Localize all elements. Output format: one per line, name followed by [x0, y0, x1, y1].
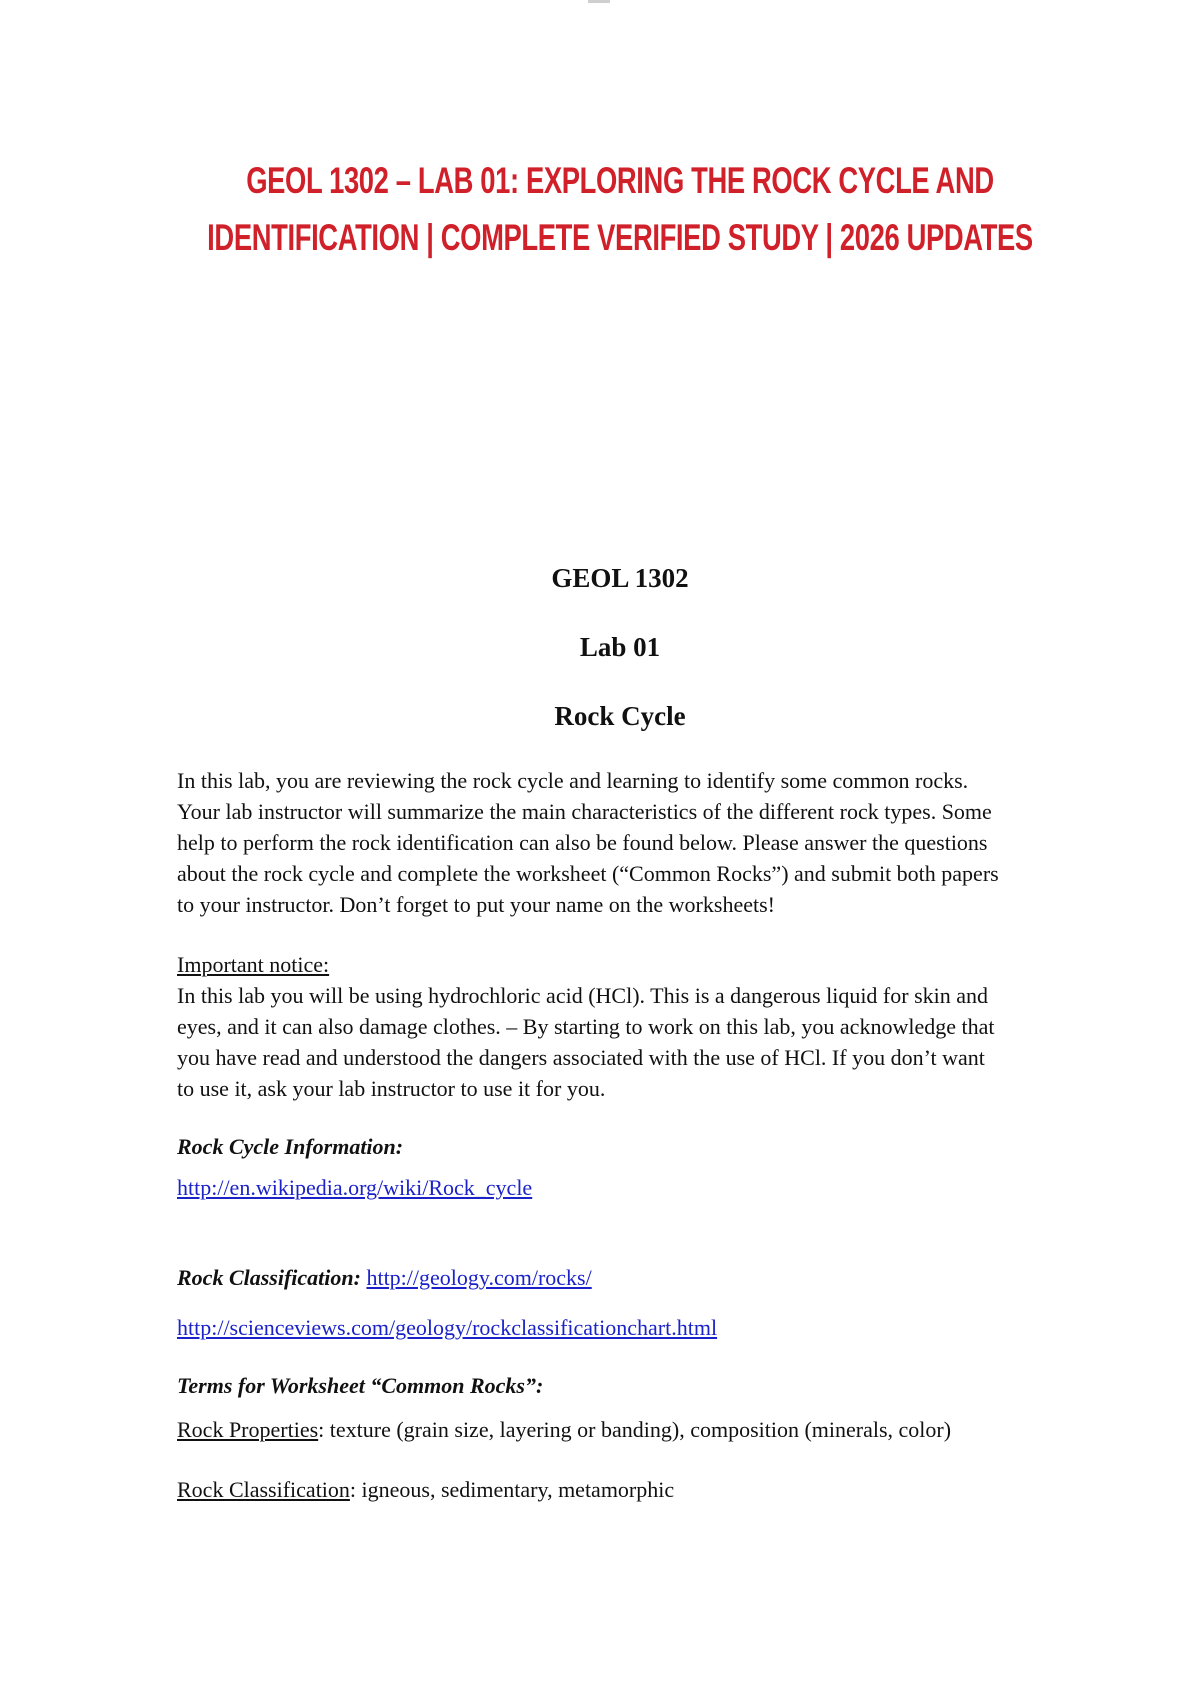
- terms-worksheet-label: Terms for Worksheet “Common Rocks”:: [177, 1373, 544, 1398]
- wikipedia-rock-cycle-link[interactable]: http://en.wikipedia.org/wiki/Rock_cycle: [177, 1175, 533, 1200]
- document-banner-title: [0, 152, 1200, 266]
- intro-line: help to perform the rock identification can also be found below. Please answer the questions: [177, 830, 988, 855]
- rock-classification-text: : igneous, sedimentary, metamorphic: [349, 1477, 675, 1502]
- rock-properties-term: [177, 1414, 951, 1445]
- rock-classification-name: Rock Classification: [177, 1477, 350, 1502]
- rock-properties-name: Rock Properties: [177, 1417, 319, 1442]
- intro-line: In this lab, you are reviewing the rock cycle and learning to identify some common rocks.: [177, 768, 969, 793]
- notice-line: you have read and understood the dangers associated with the use of HCl. If you don’t want: [177, 1045, 985, 1070]
- notice-paragraph: [177, 980, 1067, 1104]
- lab-heading: Lab 01: [579, 632, 661, 662]
- intro-line: Your lab instructor will summarize the main characteristics of the different rock types. Some: [177, 799, 992, 824]
- notice-line: In this lab you will be using hydrochloric acid (HCl). This is a dangerous liquid for skin and: [177, 983, 989, 1008]
- notice-line: to use it, ask your lab instructor to use it for you.: [177, 1076, 606, 1101]
- scienceviews-chart-link[interactable]: http://scienceviews.com/geology/rockclassificationchart.html: [177, 1315, 718, 1340]
- important-notice-label: Important notice:: [177, 952, 330, 977]
- rock-classification-row: [177, 1262, 592, 1293]
- banner-line-1: GEOL 1302 – LAB 01: EXPLORING THE ROCK CYCLE AND: [246, 160, 994, 201]
- intro-line: about the rock cycle and complete the worksheet (“Common Rocks”) and submit both papers: [177, 861, 999, 886]
- rock-properties-text: : texture (grain size, layering or banding), composition (minerals, color): [318, 1417, 952, 1442]
- course-heading: GEOL 1302: [551, 563, 689, 593]
- rock-classification-label: Rock Classification:: [177, 1265, 361, 1290]
- notice-line: eyes, and it can also damage clothes. – By starting to work on this lab, you acknowledge that: [177, 1014, 995, 1039]
- banner-line-2: IDENTIFICATION | COMPLETE VERIFIED STUDY | 2026 UPDATES: [207, 217, 1033, 258]
- rock-cycle-info-label: Rock Cycle Information:: [177, 1134, 404, 1159]
- topic-heading: Rock Cycle: [554, 701, 686, 731]
- intro-line: to your instructor. Don’t forget to put your name on the worksheets!: [177, 892, 775, 917]
- intro-paragraph: [177, 765, 1067, 920]
- page-top-mark: [588, 0, 610, 3]
- geology-rocks-link[interactable]: http://geology.com/rocks/: [366, 1265, 592, 1290]
- rock-classification-term: [177, 1474, 674, 1505]
